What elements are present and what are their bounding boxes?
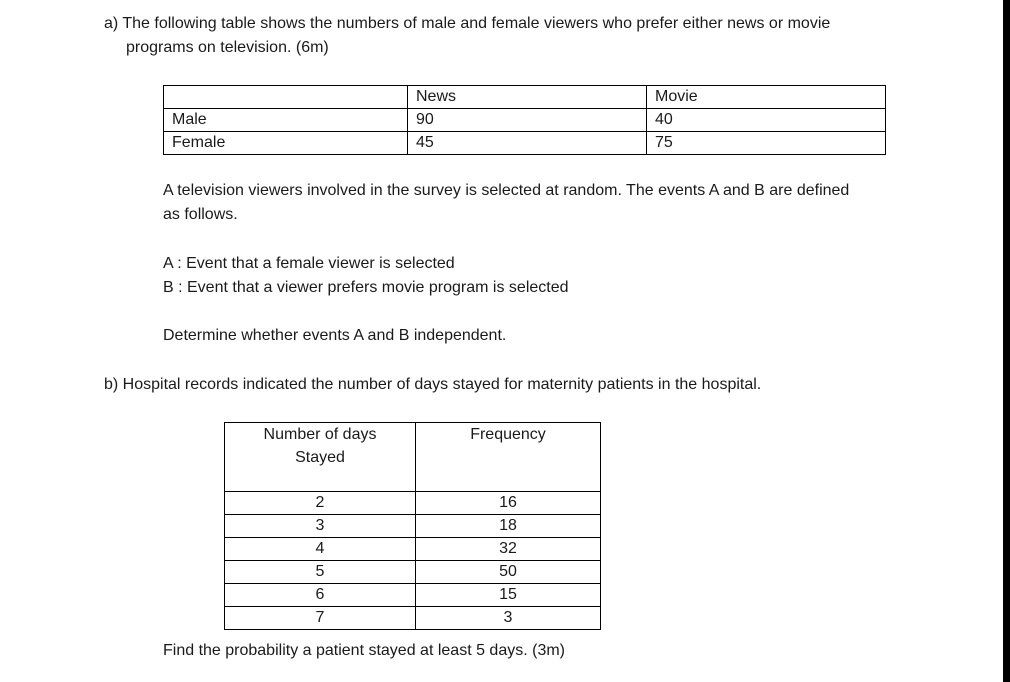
days-table-header-row — [225, 423, 601, 492]
days-cell: 5 — [225, 561, 416, 584]
viewers-header-empty — [164, 86, 408, 109]
viewers-cell: 90 — [408, 109, 647, 132]
table-row — [225, 492, 601, 515]
frequency-cell: 32 — [416, 538, 601, 561]
part-b-question: Find the probability a patient stayed at least 5 days. (3m) — [163, 642, 565, 659]
frequency-cell: 3 — [416, 607, 601, 630]
event-a-definition: A : Event that a female viewer is selected — [163, 255, 455, 272]
window-edge-bar — [1003, 0, 1010, 682]
part-b-line-1: b) Hospital records indicated the number of days stayed for maternity patients in the hospital. — [104, 376, 762, 393]
frequency-header-cell — [416, 423, 601, 492]
days-header-cell — [225, 423, 416, 492]
viewers-header-news: News — [408, 86, 647, 109]
frequency-cell: 50 — [416, 561, 601, 584]
table-row — [225, 515, 601, 538]
table-row — [225, 584, 601, 607]
frequency-cell: 18 — [416, 515, 601, 538]
part-a-paragraph-2: as follows. — [163, 206, 238, 223]
part-a-line-2: programs on television. (6m) — [126, 39, 329, 56]
days-header-line-1: Number of days — [263, 426, 377, 443]
days-cell: 7 — [225, 607, 416, 630]
days-cell: 3 — [225, 515, 416, 538]
table-row — [225, 561, 601, 584]
frequency-cell: 15 — [416, 584, 601, 607]
table-row — [225, 538, 601, 561]
days-stayed-table — [224, 422, 601, 630]
table-row — [225, 607, 601, 630]
event-b-definition: B : Event that a viewer prefers movie program is selected — [163, 279, 569, 296]
viewers-table — [163, 85, 886, 155]
part-a-paragraph-1: A television viewers involved in the survey is selected at random. The events A and B are defined — [163, 182, 850, 199]
viewers-row-label: Female — [164, 132, 408, 155]
table-row — [164, 109, 886, 132]
days-cell: 6 — [225, 584, 416, 607]
viewers-cell: 45 — [408, 132, 647, 155]
days-cell: 2 — [225, 492, 416, 515]
table-row — [164, 132, 886, 155]
viewers-header-movie: Movie — [647, 86, 886, 109]
part-a-line-1: a) The following table shows the numbers of male and female viewers who prefer either news or movie — [104, 15, 831, 32]
frequency-cell: 16 — [416, 492, 601, 515]
viewers-cell: 75 — [647, 132, 886, 155]
frequency-header: Frequency — [470, 426, 546, 443]
viewers-table-header-row — [164, 86, 886, 109]
viewers-cell: 40 — [647, 109, 886, 132]
viewers-row-label: Male — [164, 109, 408, 132]
days-cell: 4 — [225, 538, 416, 561]
part-a-question: Determine whether events A and B independent. — [163, 327, 507, 344]
days-header-line-2: Stayed — [295, 449, 345, 466]
